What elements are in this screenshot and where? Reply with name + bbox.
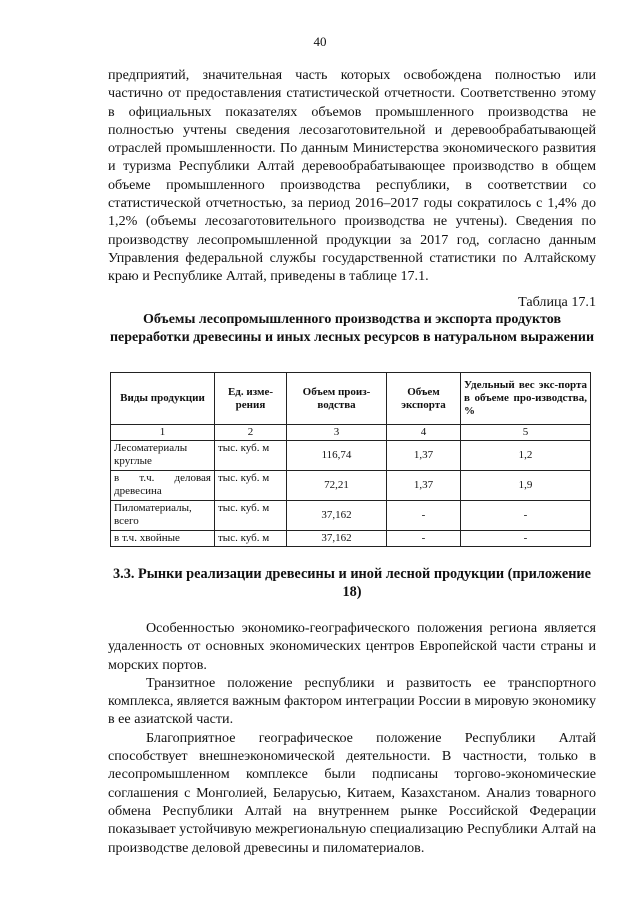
column-number: 4 — [387, 425, 461, 441]
body-paragraph: Транзитное положение республики и развитость ее транспортного комплекса, является важным фактором интеграции России в мировую экономику в ее азиатской части. — [108, 674, 596, 728]
production-cell: 72,21 — [287, 471, 387, 501]
production-cell: 116,74 — [287, 441, 387, 471]
header-production-volume: Объем произ-водства — [287, 373, 387, 425]
share-cell: - — [461, 531, 591, 547]
body-paragraph: Особенностью экономико-географического положения региона является удаленность от основных экономических центров Европейской части страны и морских портов. — [108, 620, 596, 673]
table-caption: Таблица 17.1 — [518, 294, 596, 310]
product-name: Лесоматериалы круглые — [111, 441, 215, 471]
table-title: Объемы лесопромышленного производства и экспорта продуктов переработки древесины и иных лесных ресурсов в натуральном выражении — [109, 312, 595, 345]
table-header-row — [111, 373, 591, 425]
header-unit: Ед. изме-рения — [215, 373, 287, 425]
table-row — [111, 441, 591, 471]
product-name: в т.ч. деловая древесина — [111, 471, 215, 501]
unit-cell: тыс. куб. м — [215, 441, 287, 471]
export-cell: - — [387, 531, 461, 547]
section-body — [108, 619, 596, 857]
production-cell: 37,162 — [287, 501, 387, 531]
export-cell: - — [387, 501, 461, 531]
column-number: 1 — [111, 425, 215, 441]
section-heading: 3.3. Рынки реализации древесины и иной лесной продукции (приложение 18) — [112, 566, 592, 600]
production-table — [110, 372, 591, 547]
column-number-row — [111, 425, 591, 441]
share-cell: 1,2 — [461, 441, 591, 471]
table-row — [111, 471, 591, 501]
column-number: 5 — [461, 425, 591, 441]
unit-cell: тыс. куб. м — [215, 531, 287, 547]
intro-paragraph: предприятий, значительная часть которых освобождена полностью или частично от предоставления статистической отчетности. Соответственно этому в официальных показателях объемов промышленного производства не полностью учтены сведения лесозаготовительной и деревообрабатывающей отраслей промышленности. По данным Министерства экономического развития и туризма Республики Алтай деревообрабатывающее производство в общем объеме промышленного производства республики, в соответствии со статистической отчетностью, за период 2016–2017 годы сократилось с 1,4% до 1,2% (объемы лесозаготовительного производства не учтены). Сведения по производству лесопромышленной продукции за 2017 год, согласно данным Управления федеральной службы государственной статистики по Алтайскому краю и Республике Алтай, приведены в таблице 17.1. — [108, 67, 596, 285]
table-row — [111, 501, 591, 531]
share-cell: 1,9 — [461, 471, 591, 501]
column-number: 2 — [215, 425, 287, 441]
body-paragraph: Благоприятное географическое положение Республики Алтай способствует внешнеэкономической деятельности. В частности, только в лесопромышленном комплексе были подписаны торгово-экономические соглашения с Монголией, Беларусью, Китаем, Казахстаном. Анализ товарного обмена Республики Алтай на внутреннем рынке Российской Федерации показывает устойчивую межрегиональную специализацию Республики Алтай на производстве деловой древесины и пиломатериалов. — [108, 729, 596, 856]
unit-cell: тыс. куб. м — [215, 501, 287, 531]
production-cell: 37,162 — [287, 531, 387, 547]
column-number: 3 — [287, 425, 387, 441]
share-cell: - — [461, 501, 591, 531]
page-number: 40 — [313, 34, 327, 49]
export-cell: 1,37 — [387, 471, 461, 501]
product-name: Пиломатериалы, всего — [111, 501, 215, 531]
unit-cell: тыс. куб. м — [215, 471, 287, 501]
product-name: в т.ч. хвойные — [111, 531, 215, 547]
header-export-volume: Объем экспорта — [387, 373, 461, 425]
table-row — [111, 531, 591, 547]
export-cell: 1,37 — [387, 441, 461, 471]
header-product-type: Виды продукции — [111, 373, 215, 425]
header-export-share: Удельный вес экс-порта в объеме про-изводства, % — [461, 373, 591, 425]
